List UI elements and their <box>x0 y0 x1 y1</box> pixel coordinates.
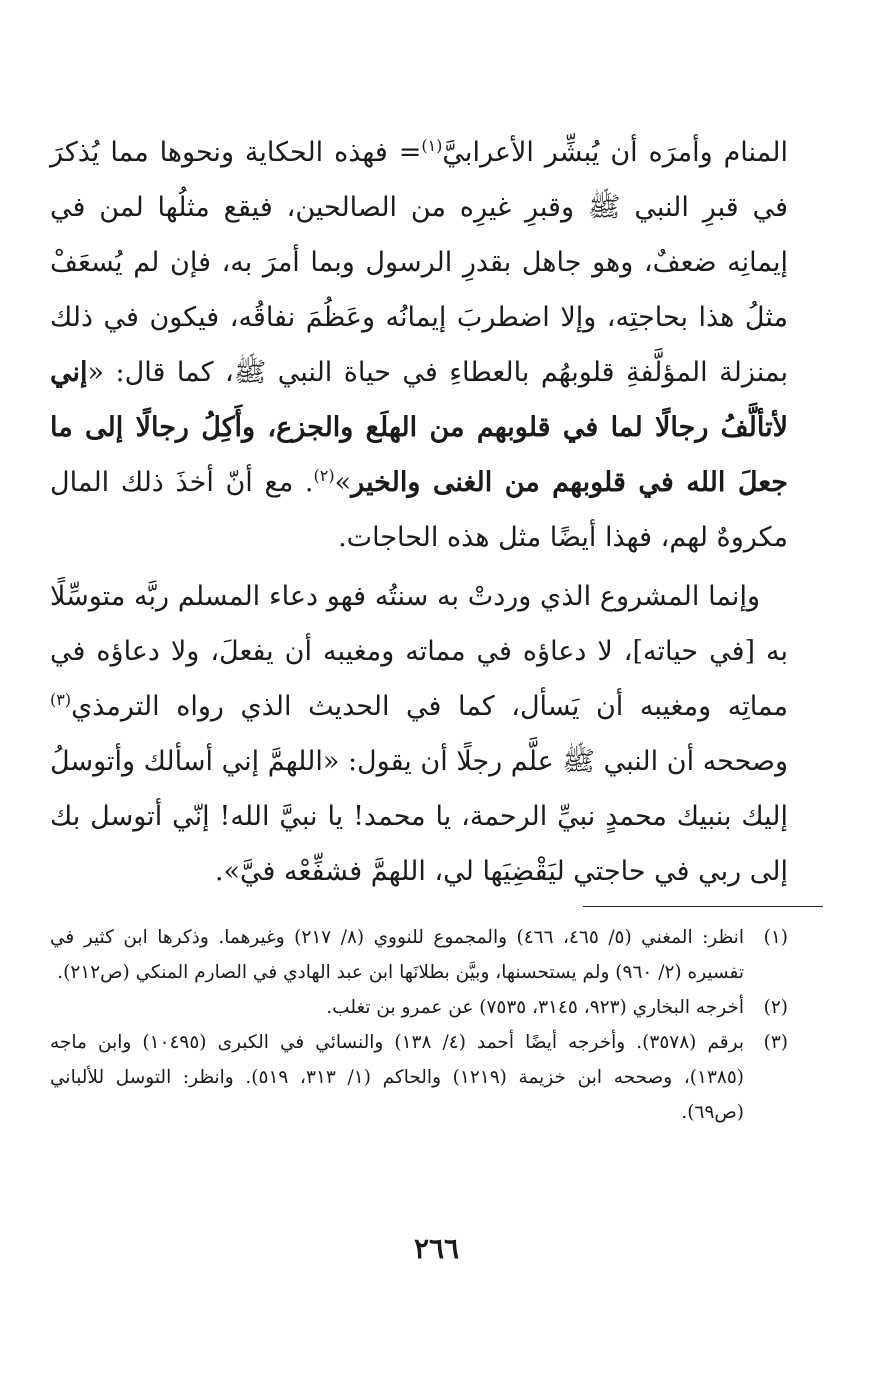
footnote-ref-2: (٢) <box>313 466 335 485</box>
para1-text-b: = فهذه الحكاية ونحوها مما يُذكرَ في قبرِ النبي ﷺ وقبرِ غيرِه من الصالحين، فيقع مثلُها لمن في إيمانِه ضعفٌ، وهو جاهل بقدرِ الرسول وبما أمرَ به، فإن لم يُسعَفْ مثلُ هذا بحاجتِه، وإلا اضطربَ إيمانُه وعَظُمَ نفاقُه، فيكون في ذلك بمنزلة المؤلَّفةِ قلوبهُم بالعطاءِ في حياة النبي ﷺ، كما قال: « <box>50 137 788 388</box>
footnote-text: أخرجه البخاري (٩٢٣، ٣١٤٥، ٧٥٣٥) عن عمرو بن تغلب. <box>326 997 744 1018</box>
para2-text-b: وصححه أن النبي ﷺ علَّم رجلًا أن يقول: «اللهمَّ إني أسألك وأتوسلُ إليك بنبيك محمدٍ نبيِّ الرحمة، يا محمد! يا نبيَّ الله! إنّي أتوسل بك إلى ربي في حاجتي ليَقْضِيَها لي، اللهمَّ فشفِّعْه فيَّ». <box>50 746 788 887</box>
footnote-ref-3: (٣) <box>50 690 72 709</box>
hadith-quote-bold: إني لأتألَّفُ رجالًا لما في قلوبهم من الهلَع والجزع، وأَكِلُ رجالًا إلى ما جعلَ الله في قلوبهم من الغنى والخير <box>50 357 788 498</box>
footnote-1 <box>50 920 788 990</box>
para1-text-c: . مع أنّ أخذَ ذلك المال مكروهٌ لهم، فهذا أيضًا مثل هذه الحاجات. <box>50 467 788 553</box>
page-number: ٢٦٦ <box>413 1232 460 1265</box>
footnote-number: (١) <box>763 927 788 948</box>
paragraph-1 <box>50 125 788 565</box>
footnote-text: برقم (٣٥٧٨). وأخرجه أيضًا أحمد (٤/ ١٣٨) والنسائي في الكبرى (١٠٤٩٥) وابن ماجه (١٣٨٥)، وصححه ابن خزيمة (١٢١٩) والحاكم (١/ ٣١٣، ٥١٩). وانظر: التوسل للألباني (ص٦٩). <box>50 1032 744 1123</box>
para2-text-a: وإنما المشروع الذي وردتْ به سنتُه فهو دعاء المسلم ربَّه متوسِّلًا به [في حياته]، لا دعاؤه في مماته ومغيبه أن يفعلَ، ولا دعاؤه في مماتِه ومغيبه أن يَسأل، كما في الحديث الذي رواه الترمذي <box>50 581 788 722</box>
footnote-number: (٢) <box>763 997 788 1018</box>
main-text <box>50 125 788 899</box>
footnote-ref-1: (١) <box>421 136 443 155</box>
footnote-3 <box>50 1025 788 1130</box>
footnote-2 <box>50 990 788 1025</box>
body-text <box>50 125 788 899</box>
footnote-separator <box>583 906 823 907</box>
footnote-text: انظر: المغني (٥/ ٤٦٥، ٤٦٦) والمجموع للنووي (٨/ ٢١٧) وغيرهما. وذكرها ابن كثير في تفسيره (٢/ ٩٦٠) ولم يستحسنها، وبيَّن بطلانَها ابن عبد الهادي في الصارم المنكي (ص٢١٢). <box>50 927 744 983</box>
para1-quote-close: » <box>334 467 352 498</box>
para1-text-a: المنام وأمرَه أن يُبشِّر الأعرابيَّ <box>442 137 788 168</box>
footnote-number: (٣) <box>763 1032 788 1053</box>
footnotes <box>50 920 788 1130</box>
paragraph-2 <box>50 569 788 899</box>
